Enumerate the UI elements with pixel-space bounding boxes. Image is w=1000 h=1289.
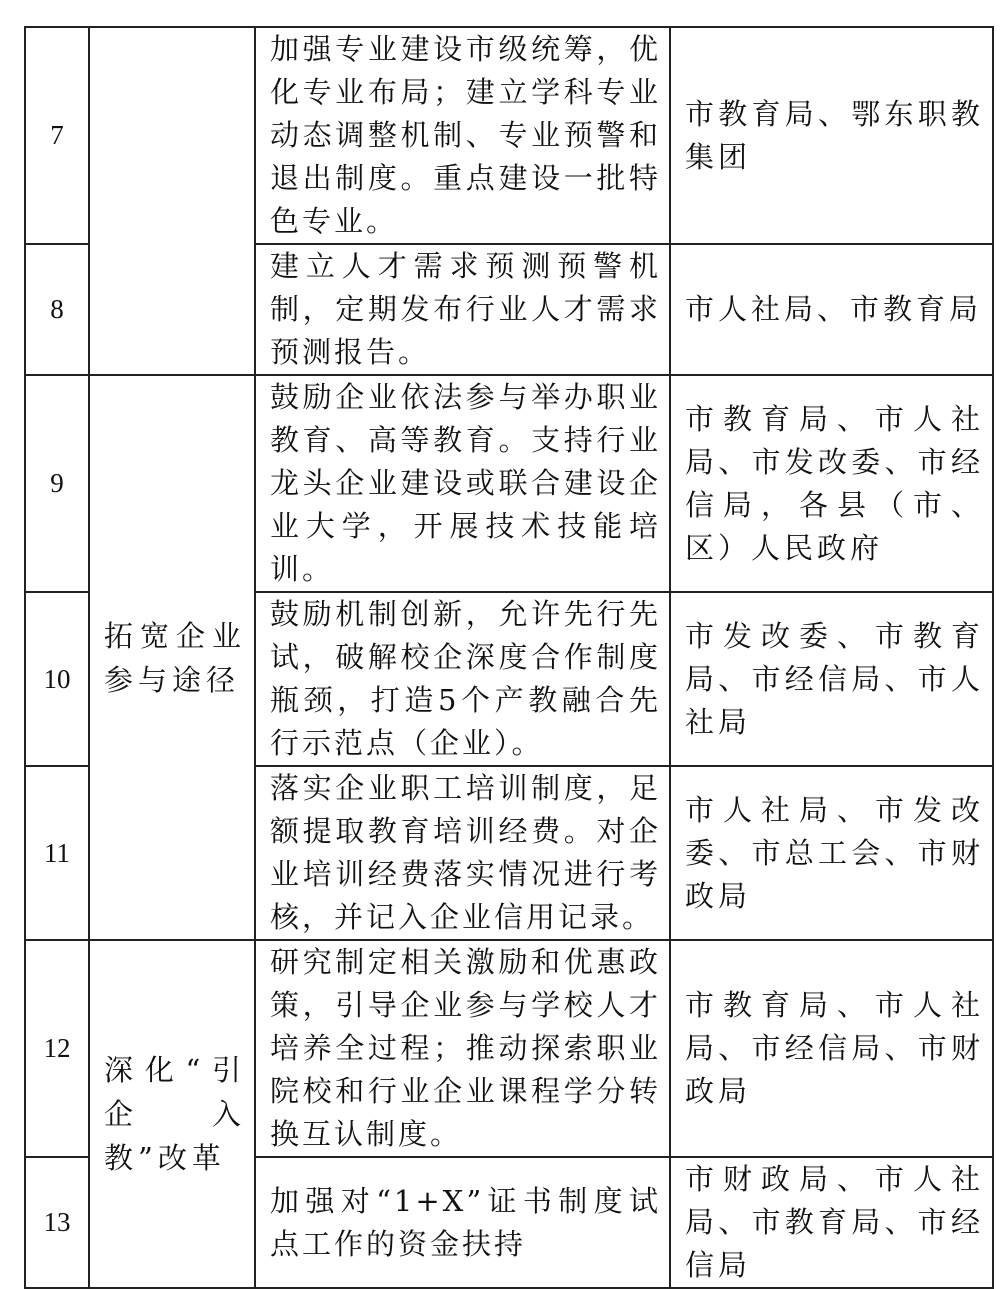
task-cell: 建立人才需求预测预警机制，定期发布行业人才需求预测报告。 — [255, 244, 670, 375]
row-number: 9 — [25, 375, 89, 592]
table-row — [25, 940, 993, 1157]
department-cell: 市人社局、市教育局 — [670, 244, 993, 375]
task-cell: 鼓励机制创新，允许先行先试，破解校企深度合作制度瓶颈，打造5个产教融合先行示范点（企业）。 — [255, 592, 670, 766]
category-cell: 深化“引企入教”改革 — [89, 940, 255, 1288]
department-cell: 市人社局、市发改委、市总工会、市财政局 — [670, 766, 993, 940]
category-cell: 拓宽企业参与途径 — [89, 375, 255, 940]
task-cell: 加强对“1+X”证书制度试点工作的资金扶持 — [255, 1157, 670, 1288]
department-cell: 市财政局、市人社局、市教育局、市经信局 — [670, 1157, 993, 1288]
task-cell: 研究制定相关激励和优惠政策，引导企业参与学校人才培养全过程；推动探索职业院校和行业企业课程学分转换互认制度。 — [255, 940, 670, 1157]
row-number: 11 — [25, 766, 89, 940]
task-cell: 加强专业建设市级统筹，优化专业布局；建立学科专业动态调整机制、专业预警和退出制度。重点建设一批特色专业。 — [255, 27, 670, 244]
row-number: 13 — [25, 1157, 89, 1288]
row-number: 10 — [25, 592, 89, 766]
department-cell: 市发改委、市教育局、市经信局、市人社局 — [670, 592, 993, 766]
table-row — [25, 27, 993, 244]
task-cell: 落实企业职工培训制度，足额提取教育培训经费。对企业培训经费落实情况进行考核，并记入企业信用记录。 — [255, 766, 670, 940]
row-number: 7 — [25, 27, 89, 244]
table-row — [25, 375, 993, 592]
department-cell: 市教育局、鄂东职教集团 — [670, 27, 993, 244]
department-cell: 市教育局、市人社局、市发改委、市经信局，各县（市、区）人民政府 — [670, 375, 993, 592]
task-table — [24, 26, 994, 1289]
department-cell: 市教育局、市人社局、市经信局、市财政局 — [670, 940, 993, 1157]
task-cell: 鼓励企业依法参与举办职业教育、高等教育。支持行业龙头企业建设或联合建设企业大学，开展技术技能培训。 — [255, 375, 670, 592]
row-number: 12 — [25, 940, 89, 1157]
row-number: 8 — [25, 244, 89, 375]
category-cell — [89, 27, 255, 375]
